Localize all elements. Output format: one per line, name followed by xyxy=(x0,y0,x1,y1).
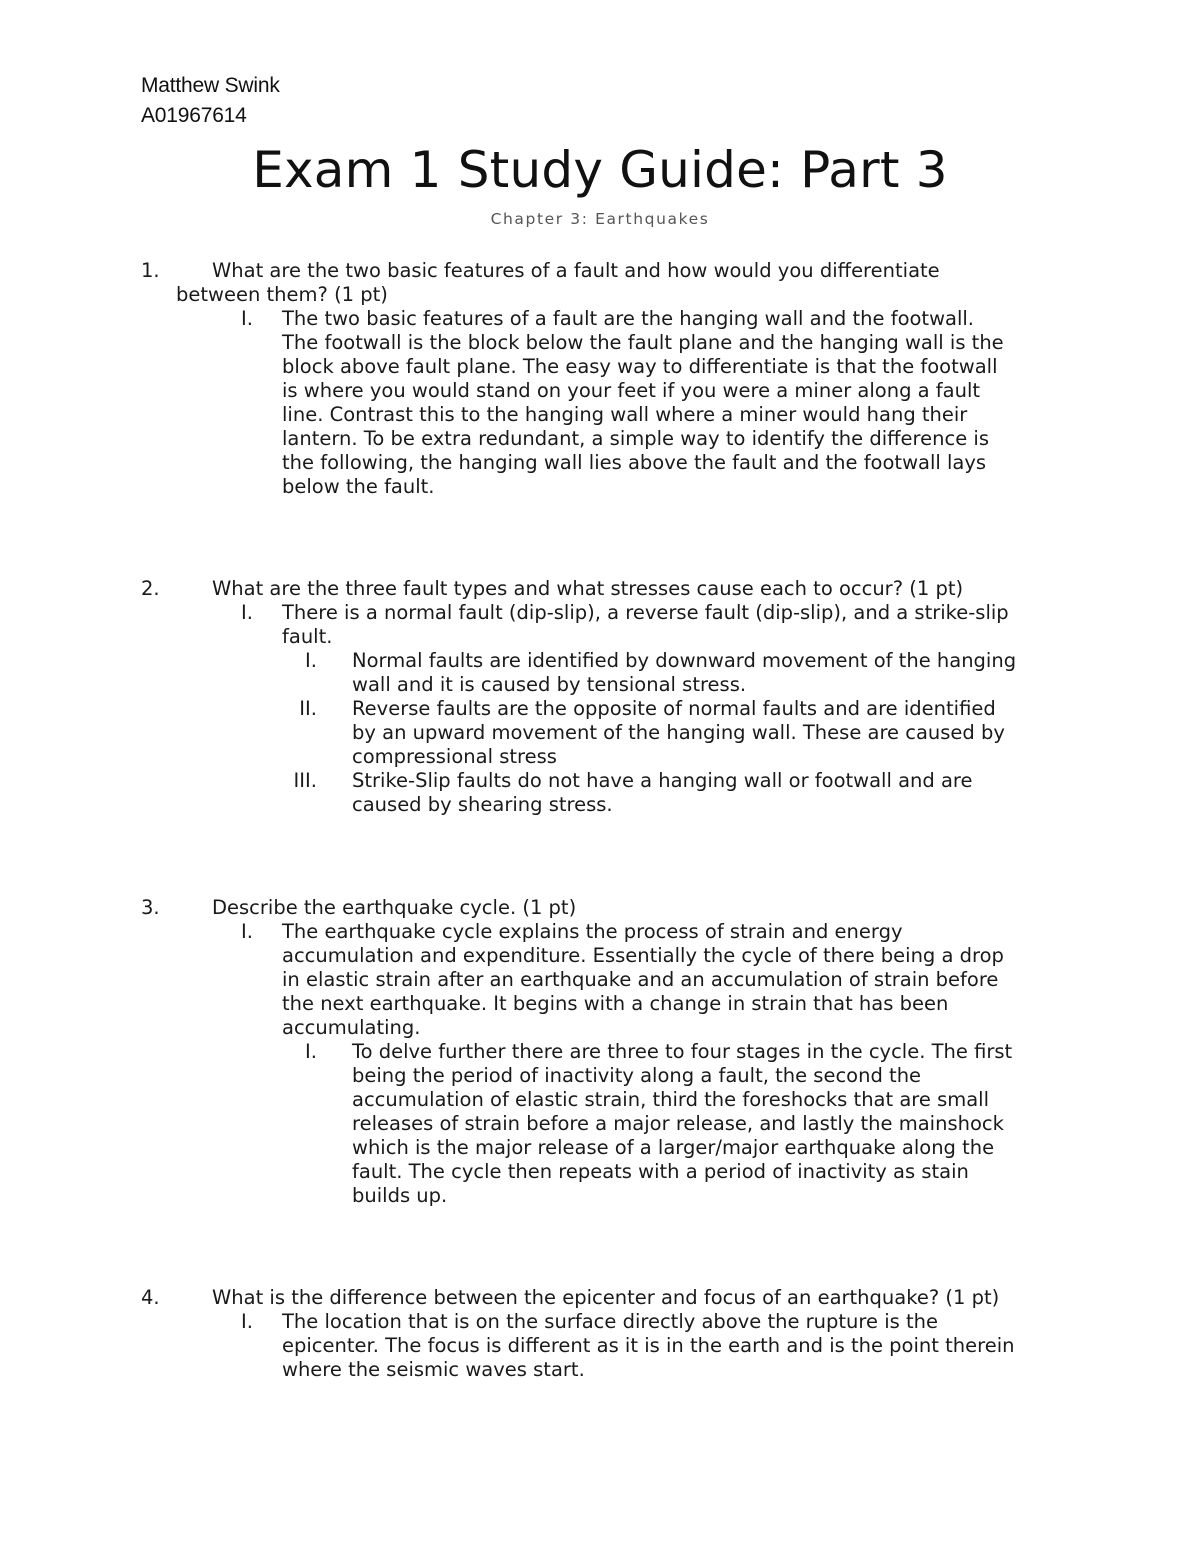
sub-answer-text: compressional stress xyxy=(352,745,557,768)
answer-marker: I. xyxy=(241,307,253,330)
document-title: Exam 1 Study Guide: Part 3 xyxy=(252,141,948,199)
sub-answer-text: being the period of inactivity along a fault, the second the xyxy=(352,1064,922,1087)
answer-text: There is a normal fault (dip-slip), a reverse fault (dip-slip), and a strike-slip xyxy=(282,601,1009,624)
answer-text: the following, the hanging wall lies above the fault and the footwall lays xyxy=(282,451,987,474)
answer-text: epicenter. The focus is different as it is in the earth and is the point therein xyxy=(282,1334,1015,1357)
sub-answer-text: wall and it is caused by tensional stress. xyxy=(352,673,747,696)
answer-text: in elastic strain after an earthquake and an accumulation of strain before xyxy=(282,968,999,991)
question-number: 4. xyxy=(141,1286,160,1309)
sub-answer-text: accumulation of elastic strain, third the foreshocks that are small xyxy=(352,1088,990,1111)
answer-text: block above fault plane. The easy way to differentiate is that the footwall xyxy=(282,355,998,378)
sub-answer-text: Normal faults are identified by downward movement of the hanging xyxy=(352,649,1017,672)
answer-text: The location that is on the surface directly above the rupture is the xyxy=(282,1310,938,1333)
sub-answer-marker: I. xyxy=(305,1040,317,1063)
question-number: 2. xyxy=(141,577,160,600)
question-number: 1. xyxy=(141,259,160,282)
question-text: What are the three fault types and what stresses cause each to occur? (1 pt) xyxy=(212,577,964,600)
answer-text: lantern. To be extra redundant, a simple way to identify the difference is xyxy=(282,427,989,450)
student-id: A01967614 xyxy=(141,104,247,127)
answer-text: The earthquake cycle explains the process of strain and energy xyxy=(282,920,903,943)
sub-answer-text: builds up. xyxy=(352,1184,448,1207)
sub-answer-marker: I. xyxy=(305,649,317,672)
answer-text: fault. xyxy=(282,625,333,648)
question-text: What is the difference between the epicenter and focus of an earthquake? (1 pt) xyxy=(212,1286,1000,1309)
answer-text: line. Contrast this to the hanging wall where a miner would hang their xyxy=(282,403,968,426)
author-name: Matthew Swink xyxy=(141,74,280,97)
sub-answer-marker: II. xyxy=(299,697,317,720)
sub-answer-text: fault. The cycle then repeats with a period of inactivity as stain xyxy=(352,1160,969,1183)
sub-answer-text: caused by shearing stress. xyxy=(352,793,613,816)
answer-marker: I. xyxy=(241,601,253,624)
answer-text: The two basic features of a fault are the hanging wall and the footwall. xyxy=(282,307,975,330)
sub-answer-text: To delve further there are three to four stages in the cycle. The first xyxy=(352,1040,1013,1063)
answer-marker: I. xyxy=(241,1310,253,1333)
sub-answer-text: by an upward movement of the hanging wall. These are caused by xyxy=(352,721,1005,744)
answer-text: where the seismic waves start. xyxy=(282,1358,585,1381)
answer-text: accumulating. xyxy=(282,1016,421,1039)
question-text: Describe the earthquake cycle. (1 pt) xyxy=(212,896,577,919)
sub-answer-text: releases of strain before a major release, and lastly the mainshock xyxy=(352,1112,1004,1135)
answer-marker: I. xyxy=(241,920,253,943)
sub-answer-text: which is the major release of a larger/major earthquake along the xyxy=(352,1136,995,1159)
sub-answer-text: Strike-Slip faults do not have a hanging wall or footwall and are xyxy=(352,769,973,792)
sub-answer-marker: III. xyxy=(293,769,317,792)
answer-text: The footwall is the block below the fault plane and the hanging wall is the xyxy=(282,331,1004,354)
answer-text: is where you would stand on your feet if you were a miner along a fault xyxy=(282,379,981,402)
sub-answer-text: Reverse faults are the opposite of normal faults and are identified xyxy=(352,697,996,720)
question-text: What are the two basic features of a fault and how would you differentiate xyxy=(212,259,940,282)
answer-text: the next earthquake. It begins with a change in strain that has been xyxy=(282,992,949,1015)
answer-text: accumulation and expenditure. Essentially the cycle of there being a drop xyxy=(282,944,1004,967)
answer-text: below the fault. xyxy=(282,475,435,498)
question-number: 3. xyxy=(141,896,160,919)
question-text: between them? (1 pt) xyxy=(176,283,388,306)
chapter-subtitle: Chapter 3: Earthquakes xyxy=(490,210,710,228)
